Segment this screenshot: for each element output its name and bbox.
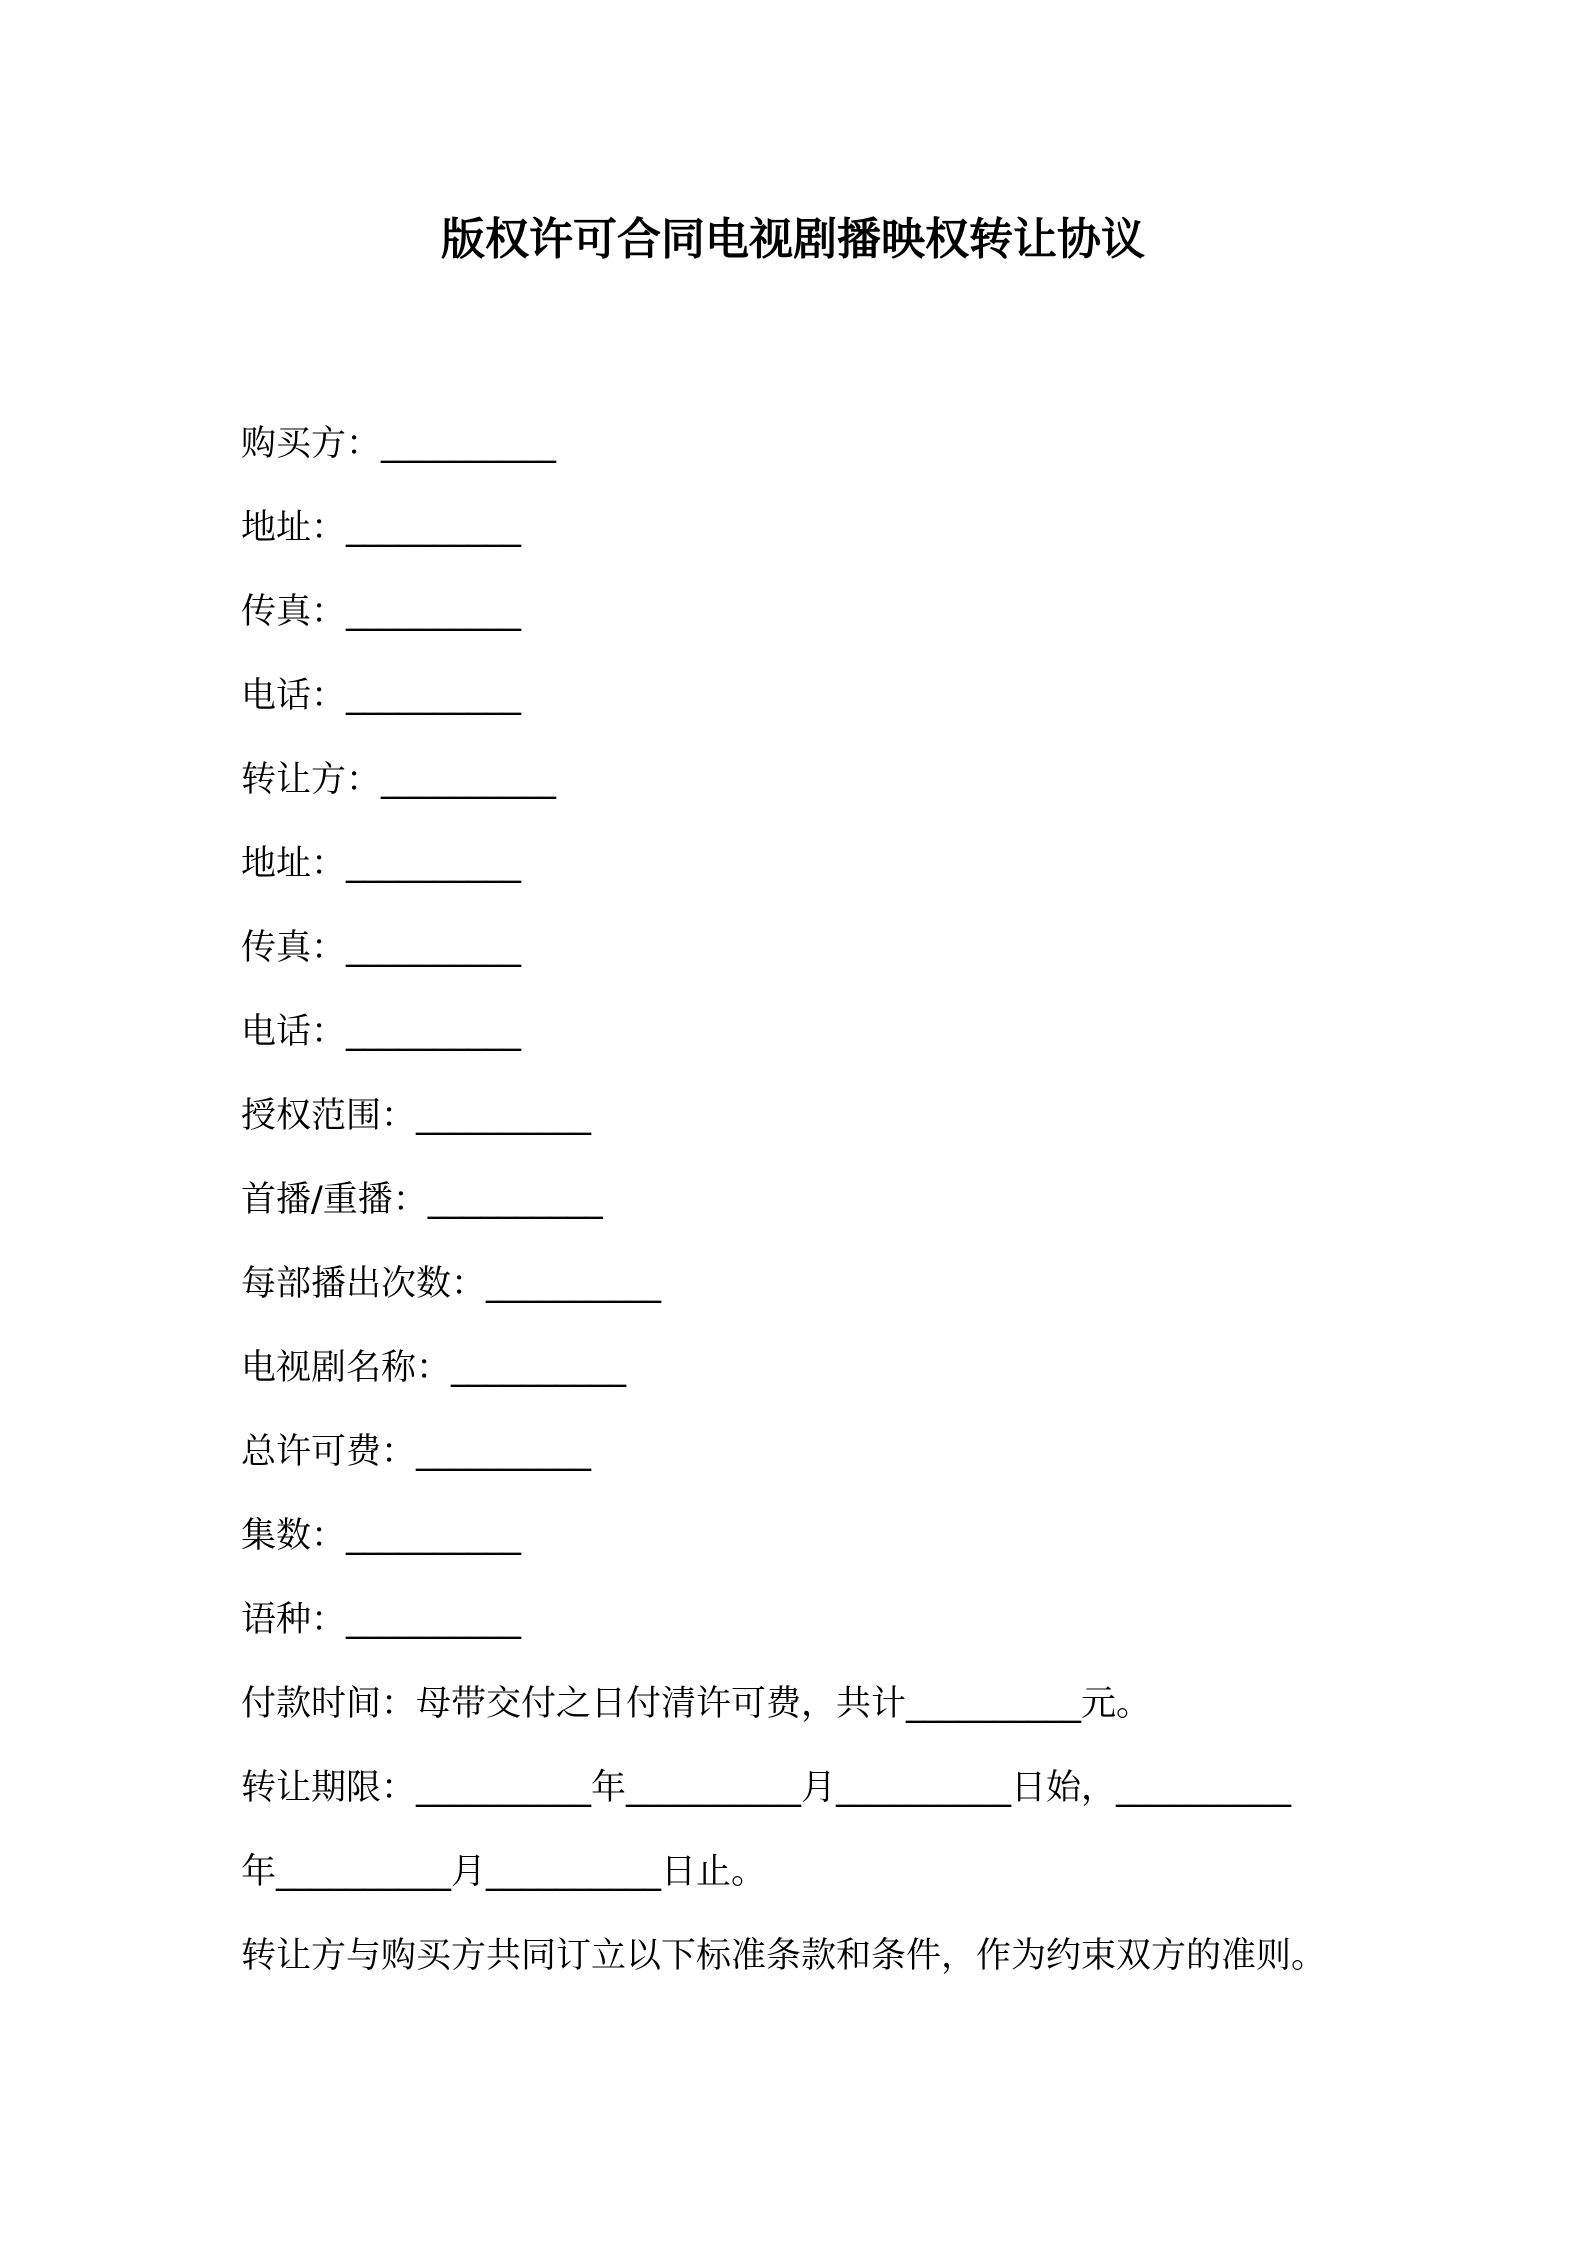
buyer-line: 购买方：__________: [241, 424, 557, 464]
buyer-phone-line: 电话：__________: [241, 676, 522, 716]
payment-time-line: 付款时间：母带交付之日付清许可费，共计__________元。: [241, 1684, 1152, 1724]
transfer-term-line: 转让期限：__________年__________月__________日始，__________: [241, 1768, 1292, 1808]
total-fee-line: 总许可费：__________: [241, 1432, 592, 1472]
first-rerun-line: 首播/重播：__________: [241, 1180, 603, 1220]
buyer-address-line: 地址：__________: [241, 508, 522, 548]
transferor-address-line: 地址：__________: [241, 844, 522, 884]
broadcast-count-line: 每部播出次数：__________: [241, 1264, 662, 1304]
buyer-fax-line: 传真：__________: [241, 592, 522, 632]
license-scope-line: 授权范围：__________: [241, 1096, 592, 1136]
transferor-phone-line: 电话：__________: [241, 1012, 522, 1052]
agreement-statement-line: 转让方与购买方共同订立以下标准条款和条件，作为约束双方的准则。: [241, 1936, 1327, 1976]
transferor-fax-line: 传真：__________: [241, 928, 522, 968]
series-name-line: 电视剧名称：__________: [241, 1348, 627, 1388]
transferor-line: 转让方：__________: [241, 760, 557, 800]
document-title: 版权许可合同电视剧播映权转让协议: [441, 214, 1145, 265]
transfer-term-end-line: 年__________月__________日止。: [241, 1852, 767, 1892]
document-body: [241, 402, 1401, 1998]
episode-count-line: 集数：__________: [241, 1516, 522, 1556]
language-line: 语种：__________: [241, 1600, 522, 1640]
